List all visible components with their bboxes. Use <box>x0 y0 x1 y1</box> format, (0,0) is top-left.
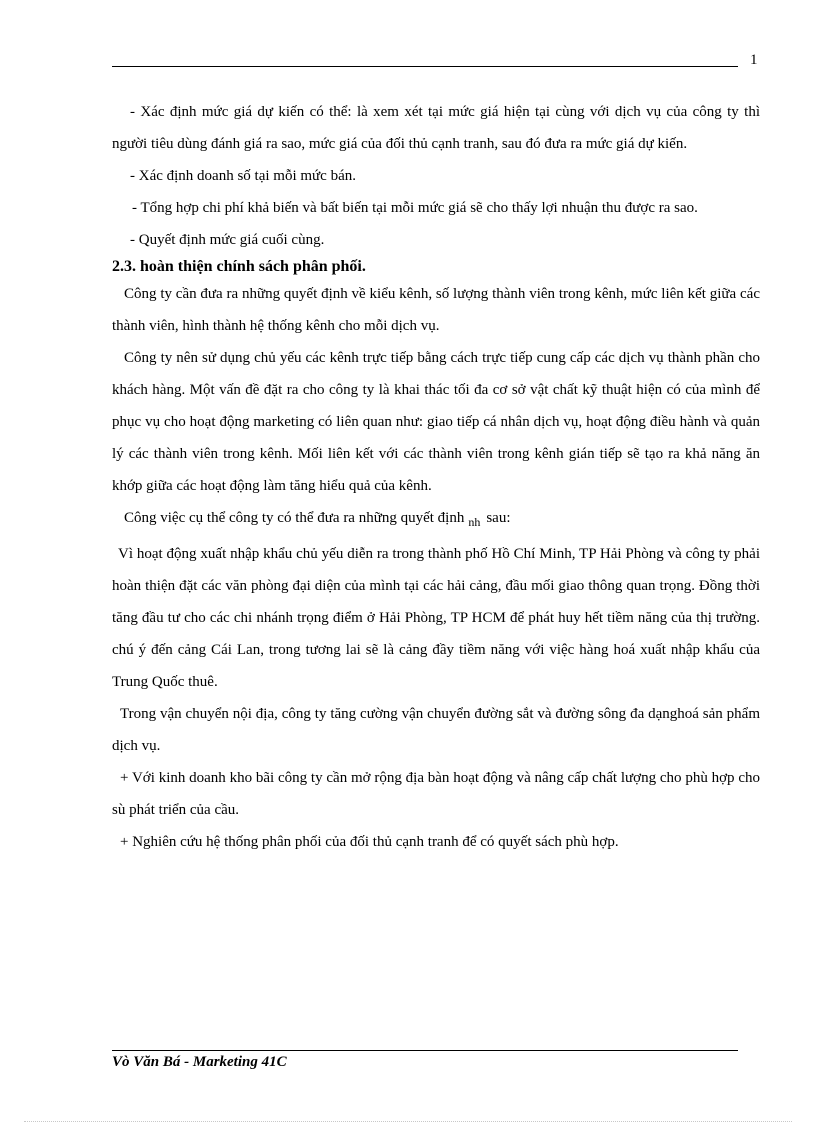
paragraph-direct-channels: Công ty nên sử dụng chủ yếu các kênh trực tiếp bằng cách trực tiếp cung cấp các dịch vụ thành phần cho khách hàng. Một vấn đề đặt ra cho công ty là khai thác tối đa cơ sở vật chất kỹ thuật hiện có của mình để phục vụ cho hoạt động marketing có liên quan như: giao tiếp cá nhân dịch vụ, hoạt động điều hành và quản lý các thành viên trong kênh. Mối liên kết với các thành viên trong kênh gián tiếp sẽ tạo ra khả năng ăn khớp giữa các hoạt động làm tăng hiểu quả của kênh. <box>112 350 760 494</box>
paragraph-price-estimate: - Xác định mức giá dự kiến có thể: là xem xét tại mức giá hiện tại cùng với dịch vụ của công ty thì người tiêu dùng đánh giá ra sao, mức giá của đối thủ cạnh tranh, sau đó đưa ra mức giá dự kiến. <box>112 104 760 152</box>
document-body <box>112 96 760 858</box>
paragraph-channel-decisions: Công ty cần đưa ra những quyết định về kiểu kênh, số lượng thành viên trong kênh, mức liên kết giữa các thành viên, hình thành hệ thống kênh cho mỗi dịch vụ. <box>112 286 760 334</box>
page-number: 1 <box>750 52 758 68</box>
paragraph-cost-summary: - Tổng hợp chi phí khả biến và bất biến tại mỗi mức giá sẽ cho thấy lợi nhuận thu được ra sao. <box>132 200 698 216</box>
paragraph-specific-tasks <box>112 502 760 538</box>
paragraph-competitor-research: + Nghiên cứu hệ thống phân phối của đối thủ cạnh tranh để có quyết sách phù hợp. <box>120 834 619 850</box>
paragraph-sales-volume: - Xác định doanh số tại mỗi mức bán. <box>130 168 356 184</box>
paragraph-domestic-transport: Trong vận chuyển nội địa, công ty tăng cường vận chuyển đường sắt và đường sông đa dạnghoá sản phẩm dịch vụ. <box>112 706 760 754</box>
section-heading: 2.3. hoàn thiện chính sách phân phối. <box>112 258 366 275</box>
page-bottom-border <box>24 1121 792 1122</box>
paragraph-final-price: - Quyết định mức giá cuối cùng. <box>130 232 325 248</box>
footer-author: Vò Văn Bá - Marketing 41C <box>112 1054 287 1070</box>
paragraph-specific-tasks-text: Công việc cụ thể công ty có thể đưa ra những quyết định <box>124 510 465 526</box>
footer-rule <box>112 1050 738 1051</box>
paragraph-specific-tasks-end: sau: <box>486 510 511 526</box>
subscript-fragment: nh <box>468 515 481 529</box>
paragraph-import-export: Vì hoạt động xuất nhập khẩu chủ yếu diễn ra trong thành phố Hồ Chí Minh, TP Hải Phòng và công ty phải hoàn thiện đặt các văn phòng đại diện của mình tại các hải cảng, đầu mối giao thông quan trọng. Đồng thời tăng đầu tư cho các chi nhánh trọng điểm ở Hải Phòng, TP HCM để phát huy hết tiềm năng của thị trường. chú ý đến cảng Cái Lan, trong tương lai sẽ là cảng đầy tiềm năng với việc hàng hoá xuất nhập khẩu của Trung Quốc thuê. <box>112 546 760 690</box>
paragraph-warehouse: + Với kinh doanh kho bãi công ty cần mở rộng địa bàn hoạt động và nâng cấp chất lượng cho phù hợp cho sù phát triển của cầu. <box>112 770 760 818</box>
header-rule <box>112 66 738 67</box>
